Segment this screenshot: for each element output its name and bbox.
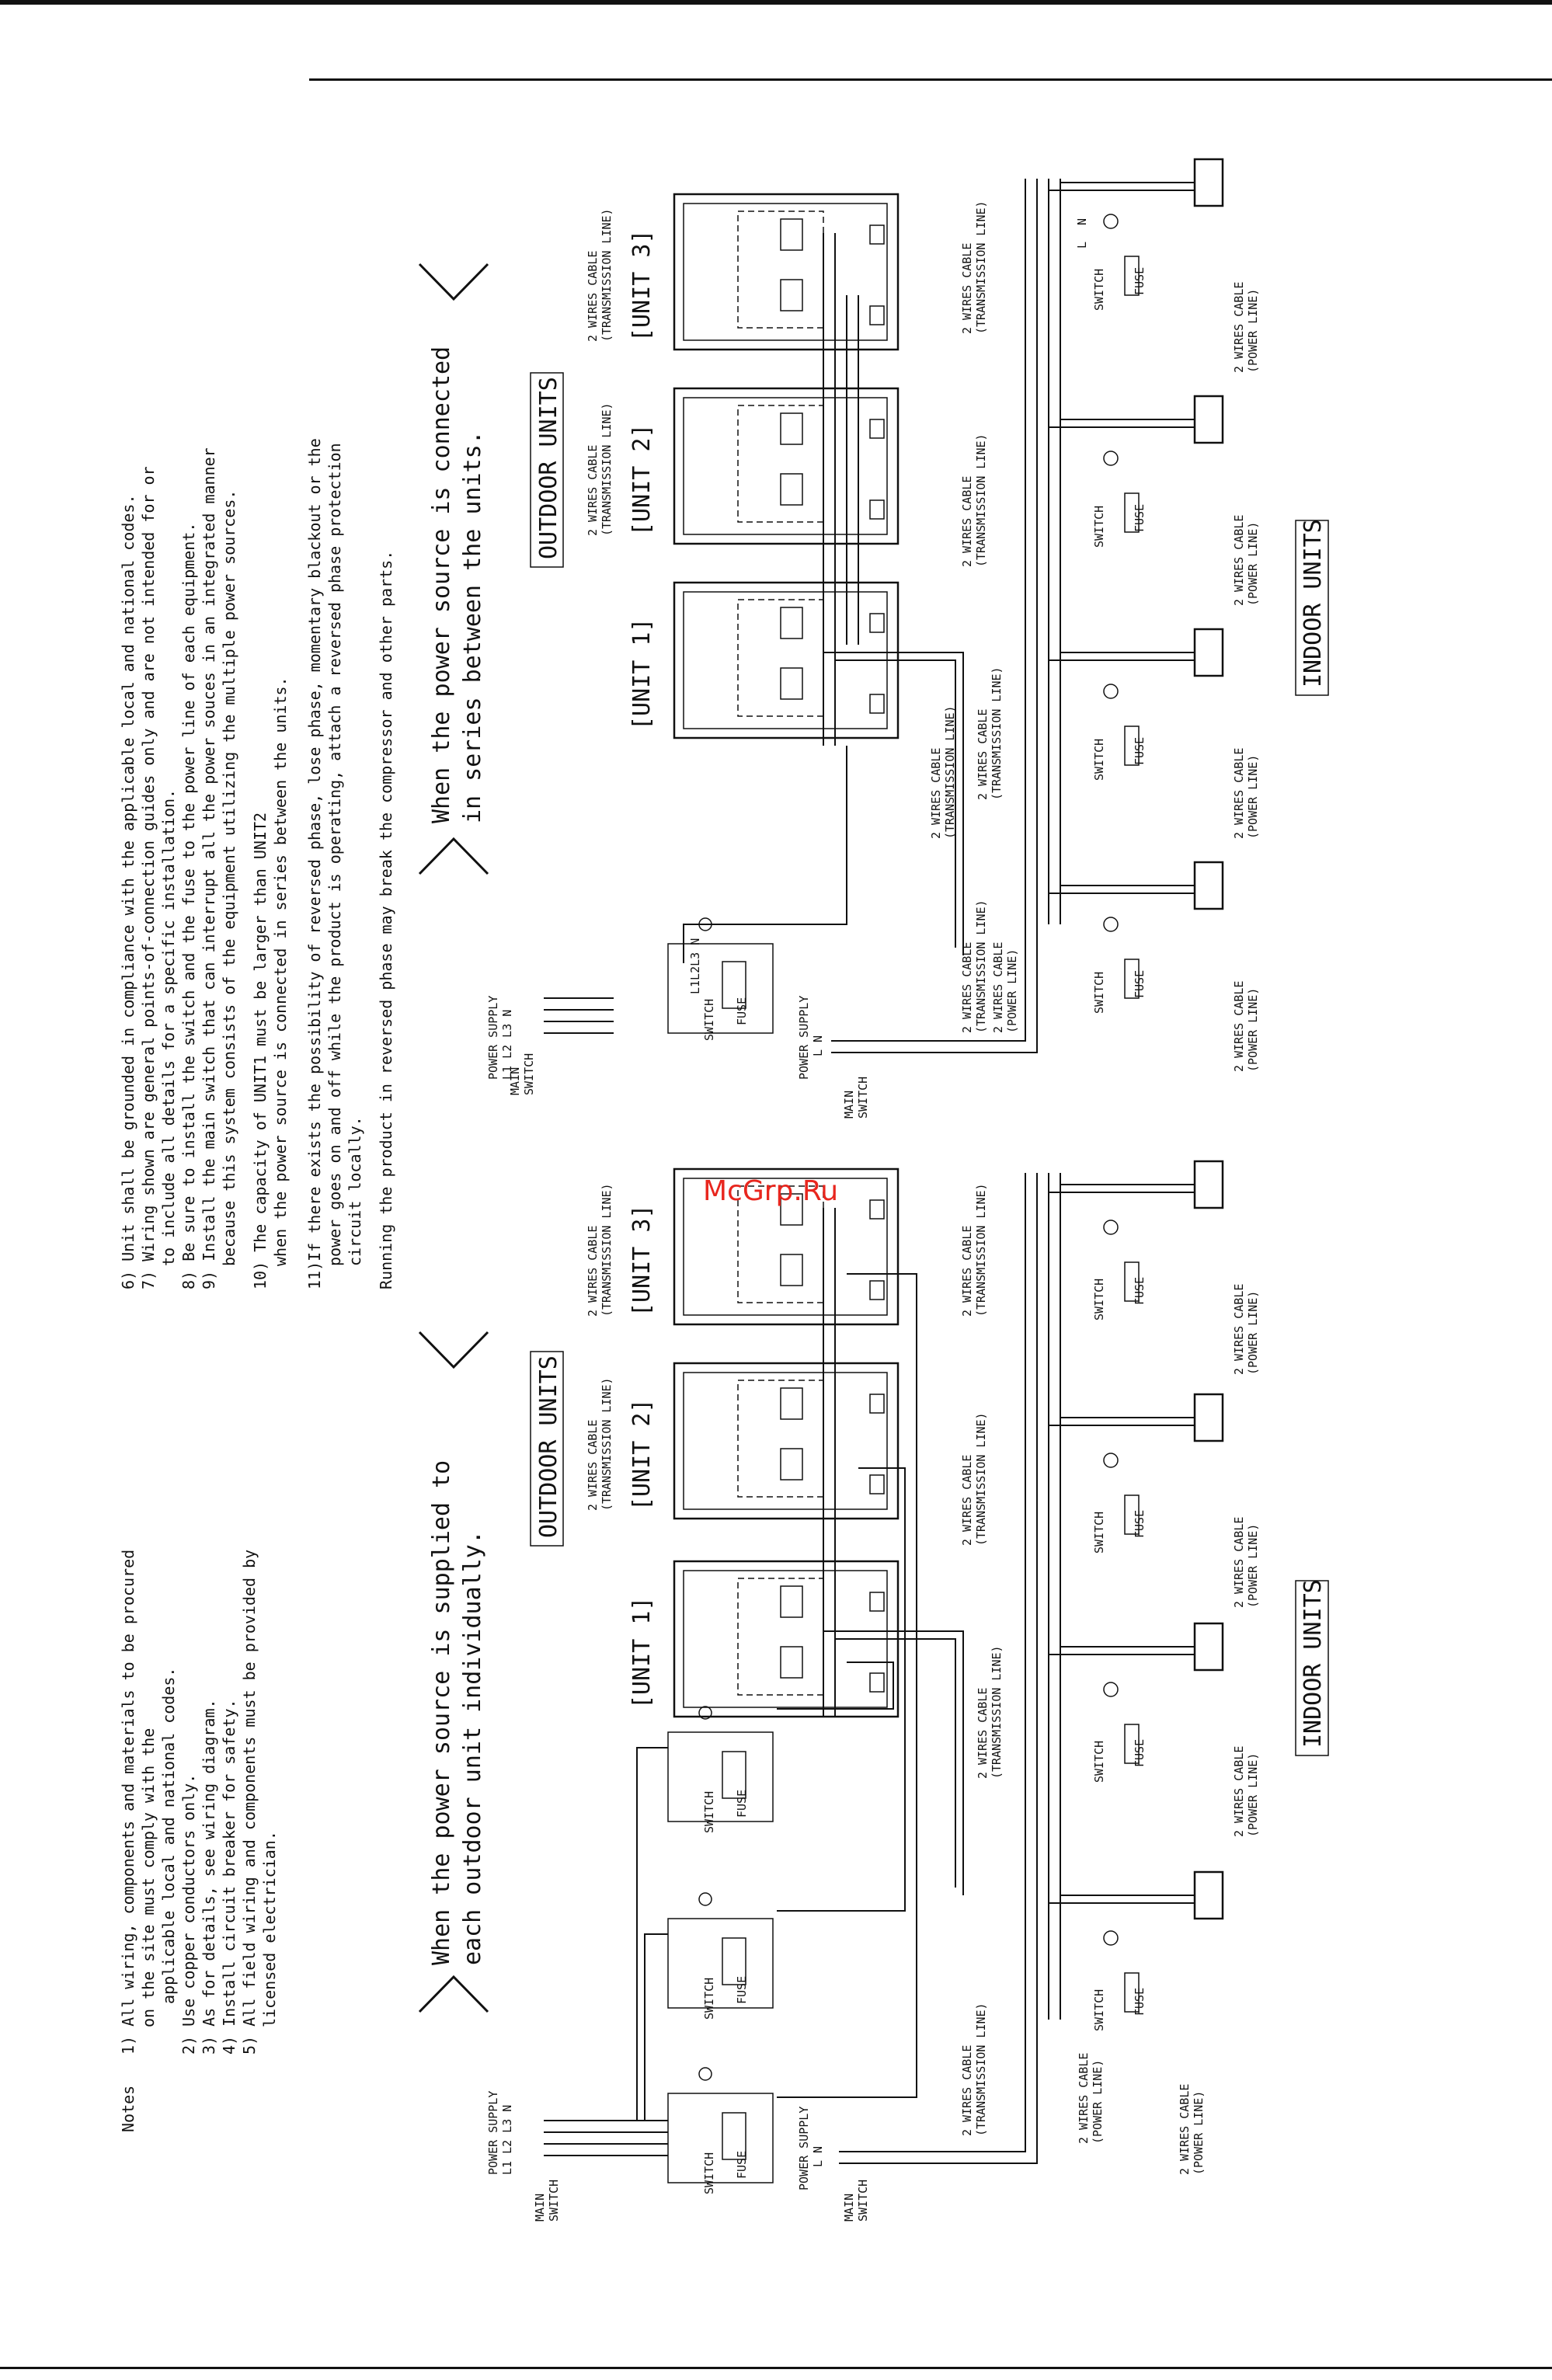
cable-label: 2 WIRES CABLE: [1232, 980, 1246, 1072]
main-switch-label: SWITCH: [522, 1053, 536, 1095]
breaker-unit1: [668, 1707, 773, 1833]
phase-label: L1 L2 L3 N: [500, 1009, 514, 1080]
switch-label: SWITCH: [1092, 505, 1106, 548]
caption-bracket-right: [419, 1332, 488, 1367]
fuse-label: FUSE: [1133, 1509, 1147, 1538]
power-supply-label: POWER SUPPLY: [486, 2090, 500, 2175]
note-line: 9) Install the main switch that can interrupt all the power souces in an integrated manner: [200, 447, 218, 1289]
unit-label: [UNIT 3]: [628, 229, 656, 342]
cable-label: 2 WIRES CABLE: [586, 250, 600, 342]
fuse-label: FUSE: [1133, 266, 1147, 295]
power-supply-label: POWER SUPPLY: [486, 995, 500, 1080]
cable-label: 2 WIRES CABLE: [1077, 2052, 1091, 2144]
power-line-label: (POWER LINE): [1246, 1523, 1260, 1608]
fuse-label: FUSE: [735, 997, 749, 1025]
n-label: N: [1075, 217, 1089, 225]
unit-label: [UNIT 1]: [628, 618, 656, 730]
power-line-label: (POWER LINE): [1005, 948, 1019, 1033]
indoor-unit: [1049, 1394, 1260, 1608]
power-supply-label: POWER SUPPLY: [797, 2106, 811, 2190]
power-line-label: (POWER LINE): [1246, 288, 1260, 373]
caption-individual: [419, 1332, 488, 2012]
cable-label: 2 WIRES CABLE: [586, 1419, 600, 1511]
transmission-label: (TRANSMISSION LINE): [974, 899, 988, 1033]
ground-icon: [699, 2068, 712, 2080]
terminal-label: L1L2L3 N: [688, 938, 702, 994]
note-line: 5) All field wiring and components must be provided by: [240, 1549, 259, 2055]
unit-label: [UNIT 1]: [628, 1596, 656, 1709]
switch-label: SWITCH: [1092, 1278, 1106, 1320]
outdoor-units-title: OUTDOOR UNITS: [535, 1355, 562, 1538]
note-line: applicable local and national codes.: [159, 1667, 178, 2004]
indoor-unit: [1049, 396, 1260, 606]
cable-label: 2 WIRES CABLE: [976, 1687, 990, 1779]
fuse-label: FUSE: [1133, 969, 1147, 998]
cable-label: 2 WIRES CABLE: [1232, 281, 1246, 373]
cable-label: 2 WIRES CABLE: [960, 1225, 974, 1317]
transmission-label: (TRANSMISSION LINE): [990, 666, 1004, 800]
note-line: circuit locally.: [346, 1116, 364, 1266]
note-line: 2) Use copper conductors only.: [179, 1773, 198, 2055]
switch-label: SWITCH: [702, 1790, 716, 1833]
caption-bracket-right: [419, 264, 488, 299]
switch-label: SWITCH: [1092, 971, 1106, 1014]
caption-bracket-left: [419, 839, 488, 874]
transmission-label: (TRANSMISSION LINE): [974, 1412, 988, 1546]
transmission-label: (TRANSMISSION LINE): [600, 1377, 614, 1511]
note-line: 7) Wiring shown are general points-of-connection guides only and are not intended for or: [139, 466, 158, 1289]
cable-label: 2 WIRES CABLE: [960, 242, 974, 334]
cable-label: 2 WIRES CABLE: [960, 2044, 974, 2136]
cable-label: 2 WIRES CABLE: [1232, 747, 1246, 839]
transmission-label: (TRANSMISSION LINE): [990, 1645, 1004, 1779]
outdoor-unit-2: [628, 388, 898, 544]
unit-label: [UNIT 2]: [628, 423, 656, 536]
power-line-label: (POWER LINE): [1246, 521, 1260, 606]
caption-individual-line1: When the power source is supplied to: [428, 1460, 455, 1965]
note-line: 6) Unit shall be grounded in compliance with the applicable local and national codes.: [119, 494, 137, 1289]
switch-label: SWITCH: [702, 998, 716, 1041]
cable-label: 2 WIRES CABLE: [586, 1225, 600, 1317]
outdoor-unit-2: [628, 1363, 898, 1519]
l-label: L: [1075, 241, 1089, 249]
breaker-unit2: [668, 1893, 773, 2020]
fuse-label: FUSE: [1133, 736, 1147, 765]
ln-label: L N: [811, 1035, 825, 1056]
fuse-label: FUSE: [735, 1975, 749, 2004]
ground-icon: [1104, 917, 1118, 931]
indoor-units-title: INDOOR UNITS: [1300, 519, 1327, 687]
indoor-unit: [1049, 159, 1260, 373]
transmission-label: (TRANSMISSION LINE): [943, 705, 957, 839]
note-line: when the power source is connected in series between the units.: [271, 677, 290, 1266]
cable-label: 2 WIRES CABLE: [1232, 1516, 1246, 1608]
unit-label: [UNIT 3]: [628, 1204, 656, 1317]
ground-icon: [1104, 1682, 1118, 1696]
main-switch-label: SWITCH: [856, 2179, 870, 2222]
diagram-individual: [486, 1161, 1328, 2222]
indoor-units-title: INDOOR UNITS: [1300, 1579, 1327, 1748]
switch-label: SWITCH: [1092, 738, 1106, 781]
power-line-label: (POWER LINE): [1192, 2090, 1206, 2175]
cable-label: 2 WIRES CABLE: [1232, 514, 1246, 606]
breaker-unit3: [668, 2068, 773, 2194]
ground-icon: [1104, 1931, 1118, 1945]
note-line: 3) As for details, see wiring diagram.: [200, 1699, 218, 2055]
power-line-label: (POWER LINE): [1246, 1752, 1260, 1837]
transmission-label: (TRANSMISSION LINE): [600, 402, 614, 536]
notes-heading: Notes: [119, 2085, 137, 2132]
indoor-unit: [1049, 629, 1260, 839]
transmission-label: (TRANSMISSION LINE): [974, 1183, 988, 1317]
main-switch-label: SWITCH: [856, 1076, 870, 1119]
note-line: because this system consists of the equipment utilizing the multiple power sources.: [220, 489, 238, 1266]
note-line: licensed electrician.: [260, 1831, 279, 2027]
caption-series-line1: When the power source is connected: [428, 346, 455, 823]
main-switch-label: MAIN: [842, 1090, 856, 1119]
transmission-label: (TRANSMISSION LINE): [974, 2002, 988, 2136]
cable-label: 2 WIRES CABLE: [1232, 1283, 1246, 1375]
ground-icon: [1104, 1453, 1118, 1467]
phase-label: L1 L2 L3 N: [500, 2104, 514, 2175]
switch-label: SWITCH: [1092, 268, 1106, 311]
ground-icon: [1104, 214, 1118, 228]
main-switch-label: MAIN: [842, 2193, 856, 2222]
note-line: 10) The capacity of UNIT1 must be larger than UNIT2: [251, 812, 270, 1289]
watermark-logo: McGrp.Ru: [703, 1175, 839, 1207]
power-supply-label: POWER SUPPLY: [797, 995, 811, 1080]
transmission-label: (TRANSMISSION LINE): [974, 433, 988, 567]
fuse-label: FUSE: [1133, 1987, 1147, 2016]
note-line: 4) Install circuit breaker for safety.: [220, 1699, 238, 2055]
ln-label: L N: [811, 2145, 825, 2167]
fuse-label: FUSE: [1133, 503, 1147, 532]
power-line-label: (POWER LINE): [1091, 2059, 1105, 2144]
outdoor-unit-3: [628, 194, 898, 350]
switch-label: SWITCH: [1092, 1740, 1106, 1783]
fuse-label: FUSE: [1133, 1276, 1147, 1305]
switch-label: SWITCH: [1092, 1989, 1106, 2031]
cable-label: 2 WIRES CABLE: [1178, 2083, 1192, 2175]
ground-icon: [1104, 1220, 1118, 1234]
outdoor-units-title: OUTDOOR UNITS: [535, 377, 562, 559]
cable-label: 2 WIRES CABLE: [929, 747, 943, 839]
note-line: on the site must comply with the: [139, 1728, 158, 2027]
cable-label: 2 WIRES CABLE: [960, 1454, 974, 1546]
cable-label: 2 WIRES CABLE: [960, 941, 974, 1033]
transmission-label: (TRANSMISSION LINE): [974, 200, 988, 334]
ground-icon: [699, 1893, 712, 1905]
note-line: 1) All wiring, components and materials to be procured: [119, 1549, 137, 2055]
notes-block: [119, 438, 395, 2132]
fuse-label: FUSE: [735, 2150, 749, 2179]
note-line: Running the product in reversed phase may break the compressor and other parts.: [377, 550, 395, 1289]
caption-series: [419, 264, 488, 874]
main-switch-label: MAIN: [533, 2193, 547, 2222]
main-switch-label: SWITCH: [547, 2179, 561, 2222]
fuse-label: FUSE: [1133, 1738, 1147, 1767]
transmission-label: (TRANSMISSION LINE): [600, 208, 614, 342]
note-line: to include all details for a specific installation.: [159, 788, 178, 1266]
cable-label: 2 WIRES CABLE: [991, 941, 1005, 1033]
main-switch-label: MAIN: [508, 1066, 522, 1095]
caption-series-line2: in series between the units.: [459, 430, 486, 823]
note-line: 8) Be sure to install the switch and the fuse to the power line of each equipment.: [179, 522, 198, 1289]
power-line-label: (POWER LINE): [1246, 987, 1260, 1072]
fuse-label: FUSE: [735, 1789, 749, 1818]
switch-label: SWITCH: [702, 1977, 716, 2020]
indoor-unit: [1049, 862, 1260, 1072]
caption-individual-line2: each outdoor unit individually.: [459, 1530, 486, 1965]
indoor-unit: [1049, 1623, 1260, 1837]
indoor-unit: [1049, 1161, 1260, 1375]
note-line: power goes on and off while the product is operating, attach a reversed phase protection: [325, 443, 344, 1266]
cable-label: 2 WIRES CABLE: [976, 708, 990, 800]
cable-label: 2 WIRES CABLE: [586, 444, 600, 536]
diagram-series: [486, 159, 1328, 1119]
power-line-label: (POWER LINE): [1246, 1290, 1260, 1375]
ground-icon: [1104, 451, 1118, 465]
cable-label: 2 WIRES CABLE: [1232, 1745, 1246, 1837]
transmission-label: (TRANSMISSION LINE): [600, 1183, 614, 1317]
note-line: 11)If there exists the possibility of reversed phase, lose phase, momentary blackout or the: [305, 438, 324, 1289]
cable-label: 2 WIRES CABLE: [960, 475, 974, 567]
unit-label: [UNIT 2]: [628, 1398, 656, 1511]
switch-label: SWITCH: [1092, 1511, 1106, 1554]
caption-bracket-left: [419, 1977, 488, 2012]
indoor-unit: [1049, 1872, 1223, 2175]
power-line-label: (POWER LINE): [1246, 754, 1260, 839]
switch-label: SWITCH: [702, 2152, 716, 2194]
ground-icon: [1104, 684, 1118, 698]
